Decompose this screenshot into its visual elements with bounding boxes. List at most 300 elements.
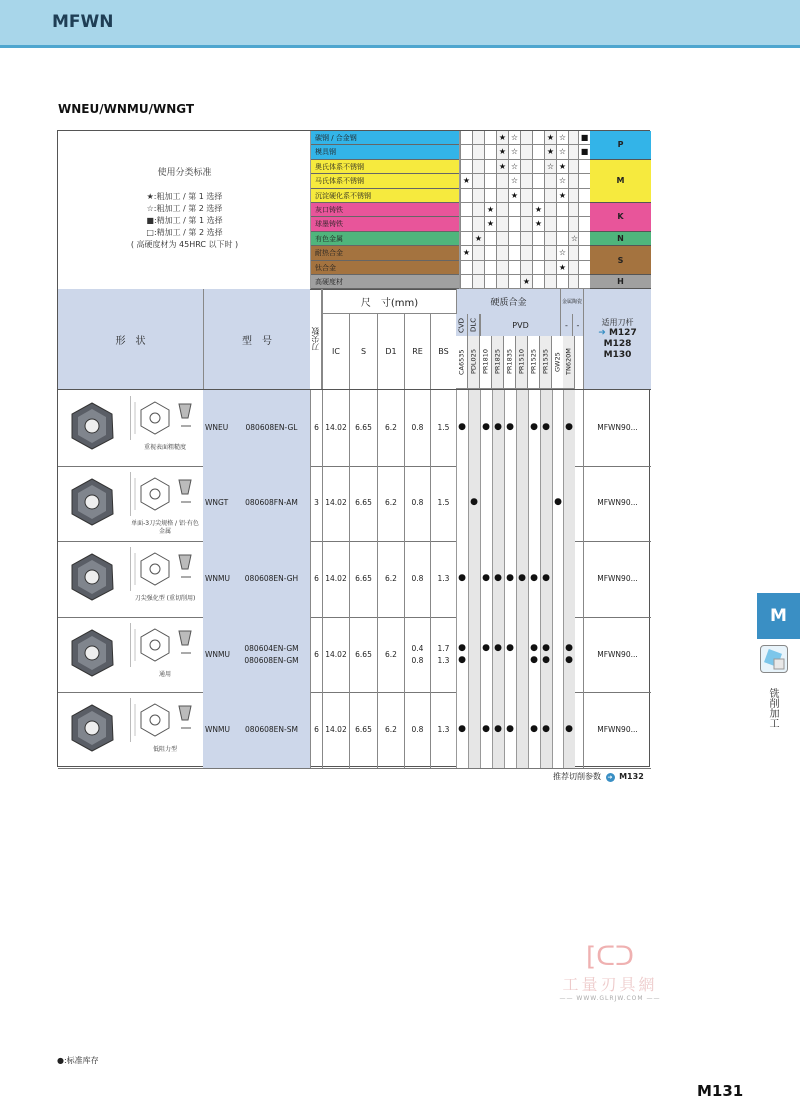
model-codes [233,617,310,693]
page-header [0,0,800,48]
grade-col-bg [480,617,492,693]
grade-header: CA6535 [456,336,468,389]
material-row: 耐热合金 [311,246,459,260]
row-line [58,768,651,769]
holder-value: MFWN90... [583,692,651,768]
material-mark [496,246,508,260]
material-mark [472,275,484,289]
model-codes [233,541,310,617]
grade-col-bg [563,466,575,542]
material-mark [532,232,544,246]
material-mark [496,203,508,217]
material-mark [520,131,532,145]
material-mark [496,275,508,289]
material-mark [578,246,590,260]
grade-header: PDL025 [468,336,480,389]
grade-header: PR1825 [492,336,504,389]
model-code: 080608EN-GH [244,573,299,583]
material-mark: ★ [556,261,568,275]
d1-value: 6.2 [377,541,404,617]
material-mark: ★ [532,217,544,231]
legend-line: ( 高硬度材为 45HRC 以下时 ) [130,240,239,249]
stock-dot: ● [458,642,466,653]
stock-dot: ● [542,421,550,432]
side-tab-letter[interactable]: M [757,593,800,639]
bs-item: 1.5 [437,498,450,508]
material-mark [520,174,532,188]
material-mark [556,203,568,217]
material-mark [460,261,472,275]
material-mark [496,217,508,231]
arrow-circle-icon: ➜ [607,774,613,781]
mat-col-line [459,145,460,159]
material-mark [484,232,496,246]
dim-header: S [349,314,377,389]
re-item: 0.8 [411,498,424,508]
material-mark: ■ [578,145,590,159]
material-mark [532,275,544,289]
corner-count: 6 [310,541,322,617]
stock-dot: ● [565,642,573,653]
dims-header: 尺 寸(mm) [322,289,456,314]
arrow-circle-icon: ➜ [598,328,609,338]
insert-table [57,130,650,767]
material-mark: ☆ [544,160,556,174]
holder-value: MFWN90... [583,466,651,542]
re-value [404,617,430,693]
material-group-label: N [590,232,651,246]
material-mark [460,275,472,289]
legend-title: 使用分类标准 [157,168,212,178]
s-value: 6.65 [349,541,377,617]
grade-header: PR1510 [516,336,528,389]
re-item: 0.8 [411,655,424,665]
grade-col-bg [504,466,516,542]
material-mark: ☆ [556,145,568,159]
material-mark [484,131,496,145]
grade-col-bg [492,617,504,693]
material-mark: ★ [472,232,484,246]
material-row: 球墨铸铁 [311,217,459,231]
material-mark: ☆ [556,246,568,260]
corner-count: 6 [310,692,322,768]
material-mark [544,275,556,289]
material-mark [460,203,472,217]
material-row: 钛合金 [311,261,459,275]
material-mark [578,189,590,203]
insert-drawing-icon [130,623,198,667]
material-mark: ★ [496,131,508,145]
legend-line: ☆:粗加工 / 第 2 选择 [146,204,223,213]
insert-drawing-icon [130,698,198,742]
material-group-label: K [590,203,651,232]
material-mark [544,189,556,203]
material-mark: ★ [544,145,556,159]
insert-drawing-icon [130,547,198,591]
material-mark [578,217,590,231]
material-mark: ★ [556,189,568,203]
material-mark: ☆ [508,131,520,145]
material-mark [484,145,496,159]
material-mark [472,174,484,188]
holder-page-link[interactable] [598,328,636,339]
material-mark: ★ [460,246,472,260]
material-mark [508,203,520,217]
material-mark: ★ [460,174,472,188]
corner-count: 3 [310,466,322,542]
shape-header: 形 状 [58,289,203,389]
bs-item: 1.3 [437,725,450,735]
material-mark: ☆ [556,174,568,188]
watermark [540,942,680,1012]
insert-type: WNGT [205,498,229,508]
material-mark [496,174,508,188]
re-value [404,541,430,617]
holder-page: M127 [608,328,637,338]
d1-value: 6.2 [377,390,404,466]
insert-photo-icon [66,476,118,528]
legend-line: ■:精加工 / 第 1 选择 [146,216,223,225]
ic-value: 14.02 [322,390,349,466]
holder-value: MFWN90... [583,617,651,693]
shape-caption: 刀尖强化型 (重切削用) [134,595,196,603]
stock-dot: ● [494,724,502,735]
stock-dot: ● [458,724,466,735]
stock-dot: ● [506,642,514,653]
legend-line: □:精加工 / 第 2 选择 [146,228,223,237]
mat-col-line [459,160,460,174]
material-mark [578,275,590,289]
insert-type: WNEU [205,422,229,432]
grade-col-bg [492,466,504,542]
grade-header: PR1535 [540,336,552,389]
mat-col-line [459,275,460,289]
material-mark [460,217,472,231]
stock-dot: ● [470,497,478,508]
material-mark [544,217,556,231]
insert-photo-icon [66,627,118,679]
mat-col-line [459,203,460,217]
re-item: 0.8 [411,573,424,583]
material-mark: ★ [484,203,496,217]
material-mark [460,145,472,159]
material-mark: ■ [578,131,590,145]
insert-drawing-icon [130,396,198,440]
dlc-header: DLC [468,314,480,336]
material-mark: ★ [532,203,544,217]
re-item: 0.8 [411,422,424,432]
bs-item: 1.3 [437,573,450,583]
model-codes [233,390,310,466]
grade-col-bg [516,617,528,693]
material-mark [578,232,590,246]
material-row: 碳钢 / 合金钢 [311,131,459,145]
material-mark [532,145,544,159]
material-mark [508,261,520,275]
mat-col-line [459,261,460,275]
holder-page: M128 [603,339,632,349]
material-mark: ★ [556,160,568,174]
material-mark [508,217,520,231]
carbide-header: 硬质合金 [456,289,560,314]
material-row: 马氏体系不锈钢 [311,174,459,188]
material-mark [484,261,496,275]
d1-value: 6.2 [377,692,404,768]
bs-value [430,541,456,617]
material-mark [460,160,472,174]
ic-value: 14.02 [322,541,349,617]
stock-dot: ● [482,421,490,432]
stock-dot: ● [530,654,538,665]
bs-value [430,390,456,466]
stock-dot: ● [482,573,490,583]
material-mark: ★ [484,217,496,231]
shape-caption: 低阻力型 [152,746,177,754]
material-mark [520,217,532,231]
mat-col-line [459,174,460,188]
grade-col-bg [468,692,480,768]
material-row: 有色金属 [311,232,459,246]
grade-col-bg [516,692,528,768]
material-mark: ☆ [508,160,520,174]
holder-title: 适用刀杆 [601,318,634,327]
stock-dot: ● [554,497,562,508]
re-value [404,390,430,466]
dash-header: - [572,314,583,336]
grade-header: TN620M [563,336,575,389]
grade-col-bg [504,617,516,693]
corner-count: 6 [310,617,322,693]
stock-dot: ● [482,642,490,653]
material-mark [472,261,484,275]
mat-col-line [459,246,460,260]
watermark-text: 工量刃具網 [562,975,658,994]
stock-dot: ● [458,421,466,432]
material-mark: ☆ [556,131,568,145]
material-row: 沉淀硬化系不锈钢 [311,189,459,203]
holder-page: M130 [603,350,632,360]
material-mark [520,261,532,275]
material-mark [556,217,568,231]
material-mark [460,131,472,145]
material-mark [578,160,590,174]
stock-dot: ● [494,642,502,653]
recommend-link[interactable] [553,771,644,782]
material-mark [532,189,544,203]
d1-value: 6.2 [377,466,404,542]
material-mark [508,275,520,289]
stock-dot: ● [482,724,490,735]
material-mark [544,203,556,217]
bs-value [430,466,456,542]
re-value [404,692,430,768]
grade-col-bg [480,466,492,542]
material-mark [532,131,544,145]
material-mark [532,160,544,174]
material-mark [484,160,496,174]
material-mark: ★ [544,131,556,145]
model-codes [233,692,310,768]
stock-dot: ● [530,421,538,432]
dim-header: D1 [377,314,404,389]
ceramic-header: 金属陶瓷 [560,289,583,314]
material-mark [578,261,590,275]
model-header: 型 号 [203,289,310,389]
grade-col-bg [516,466,528,542]
grade-col-bg [456,466,468,542]
grade-header: PR1525 [528,336,540,389]
material-mark [532,174,544,188]
dim-header: RE [404,314,430,389]
grade-header: PR1835 [504,336,516,389]
watermark-url: —— WWW.GLRJW.COM —— [559,995,661,1002]
material-row: 高硬度材 [311,275,459,289]
material-group-label: P [590,131,651,160]
stock-dot: ● [542,573,550,583]
stock-dot: ● [565,654,573,665]
material-mark [578,174,590,188]
material-mark [472,217,484,231]
stock-dot: ● [530,642,538,653]
recommend-text: 推荐切削参数 [553,772,601,781]
page-number: M131 [697,1082,744,1100]
insert-drawing-icon [130,472,198,516]
material-mark [508,246,520,260]
material-mark [544,261,556,275]
s-value: 6.65 [349,692,377,768]
stock-dot: ● [530,724,538,735]
material-row: 灰口铸铁 [311,203,459,217]
material-mark [496,261,508,275]
stock-dot: ● [506,573,514,583]
s-value: 6.65 [349,390,377,466]
footnote: ●:标准库存 [57,1056,99,1065]
model-code: 080608FN-AM [245,498,298,508]
stock-dot: ● [542,724,550,735]
bs-value [430,617,456,693]
material-mark [472,189,484,203]
insert-type: WNMU [205,649,230,659]
dim-header: BS [430,314,456,389]
stock-dot: ● [530,573,538,583]
dash-header: - [560,314,572,336]
material-mark [496,232,508,246]
material-mark [544,174,556,188]
model-code: 080608EN-GM [244,655,299,665]
holder-value: MFWN90... [583,541,651,617]
stock-dot: ● [565,421,573,432]
material-mark: ★ [496,145,508,159]
material-row: 奥氏体系不锈钢 [311,160,459,174]
material-mark: ★ [520,275,532,289]
material-mark [556,232,568,246]
ic-value: 14.02 [322,466,349,542]
holder-page-link[interactable] [604,339,632,350]
holder-header [583,289,651,389]
ic-value: 14.02 [322,617,349,693]
stock-dot: ● [458,654,466,665]
stock-dot: ● [494,573,502,583]
dim-header: IC [322,314,349,389]
shape-caption: 单面-3刀尖规格 / 铝·有色金属 [131,519,199,535]
recommend-page: M132 [619,772,644,781]
bs-item: 1.3 [437,655,450,665]
grade-col-bg [468,390,480,466]
material-mark [520,189,532,203]
material-mark [520,232,532,246]
section-title: WNEU/WNMU/WNGT [58,102,195,116]
stock-dot: ● [458,573,466,583]
material-mark [484,174,496,188]
model-codes [233,466,310,542]
material-mark: ★ [508,189,520,203]
model-code: 080604EN-GM [244,643,299,653]
material-mark [544,246,556,260]
stock-dot: ● [506,421,514,432]
holder-value: MFWN90... [583,390,651,466]
bs-value [430,692,456,768]
pvd-header: PVD [480,314,560,336]
material-mark [484,189,496,203]
mat-col-line [459,232,460,246]
material-mark: ★ [496,160,508,174]
material-group-label: H [590,275,651,289]
material-mark [520,145,532,159]
re-value [404,466,430,542]
material-mark [532,246,544,260]
material-mark [472,160,484,174]
material-mark [508,232,520,246]
material-mark [544,232,556,246]
bs-item: 1.5 [437,422,450,432]
mat-col-line [459,189,460,203]
stock-dot: ● [542,654,550,665]
material-mark [496,189,508,203]
material-mark [472,246,484,260]
material-mark: ☆ [508,174,520,188]
mat-col-line [459,217,460,231]
insert-type: WNMU [205,573,230,583]
material-group-label: S [590,246,651,275]
insert-type: WNMU [205,725,230,735]
material-mark: ☆ [508,145,520,159]
ic-value: 14.02 [322,692,349,768]
material-mark [472,203,484,217]
legend-line: ★:粗加工 / 第 1 选择 [146,192,223,201]
material-mark [472,131,484,145]
model-code: 080608EN-SM [245,725,298,735]
cvd-header: CVD [456,314,468,336]
watermark-logo-icon: [ᑕᑐ [585,942,635,972]
side-tab-label: 铣削加工 [767,688,778,728]
insert-photo-icon [66,702,118,754]
mat-col-line [459,131,460,145]
holder-page-link[interactable] [604,350,632,361]
grade-col-bg [468,617,480,693]
grade-col-bg [563,541,575,617]
s-value: 6.65 [349,466,377,542]
insert-photo-icon [66,551,118,603]
grade-col-bg [516,390,528,466]
corners-header: 刀尖数 [310,289,322,389]
stock-dot: ● [494,421,502,432]
grade-col-bg [540,466,552,542]
model-code: 080608EN-GL [245,422,298,432]
stock-dot: ● [518,573,526,583]
material-mark [460,232,472,246]
material-group-label: M [590,160,651,203]
stock-dot: ● [565,724,573,735]
